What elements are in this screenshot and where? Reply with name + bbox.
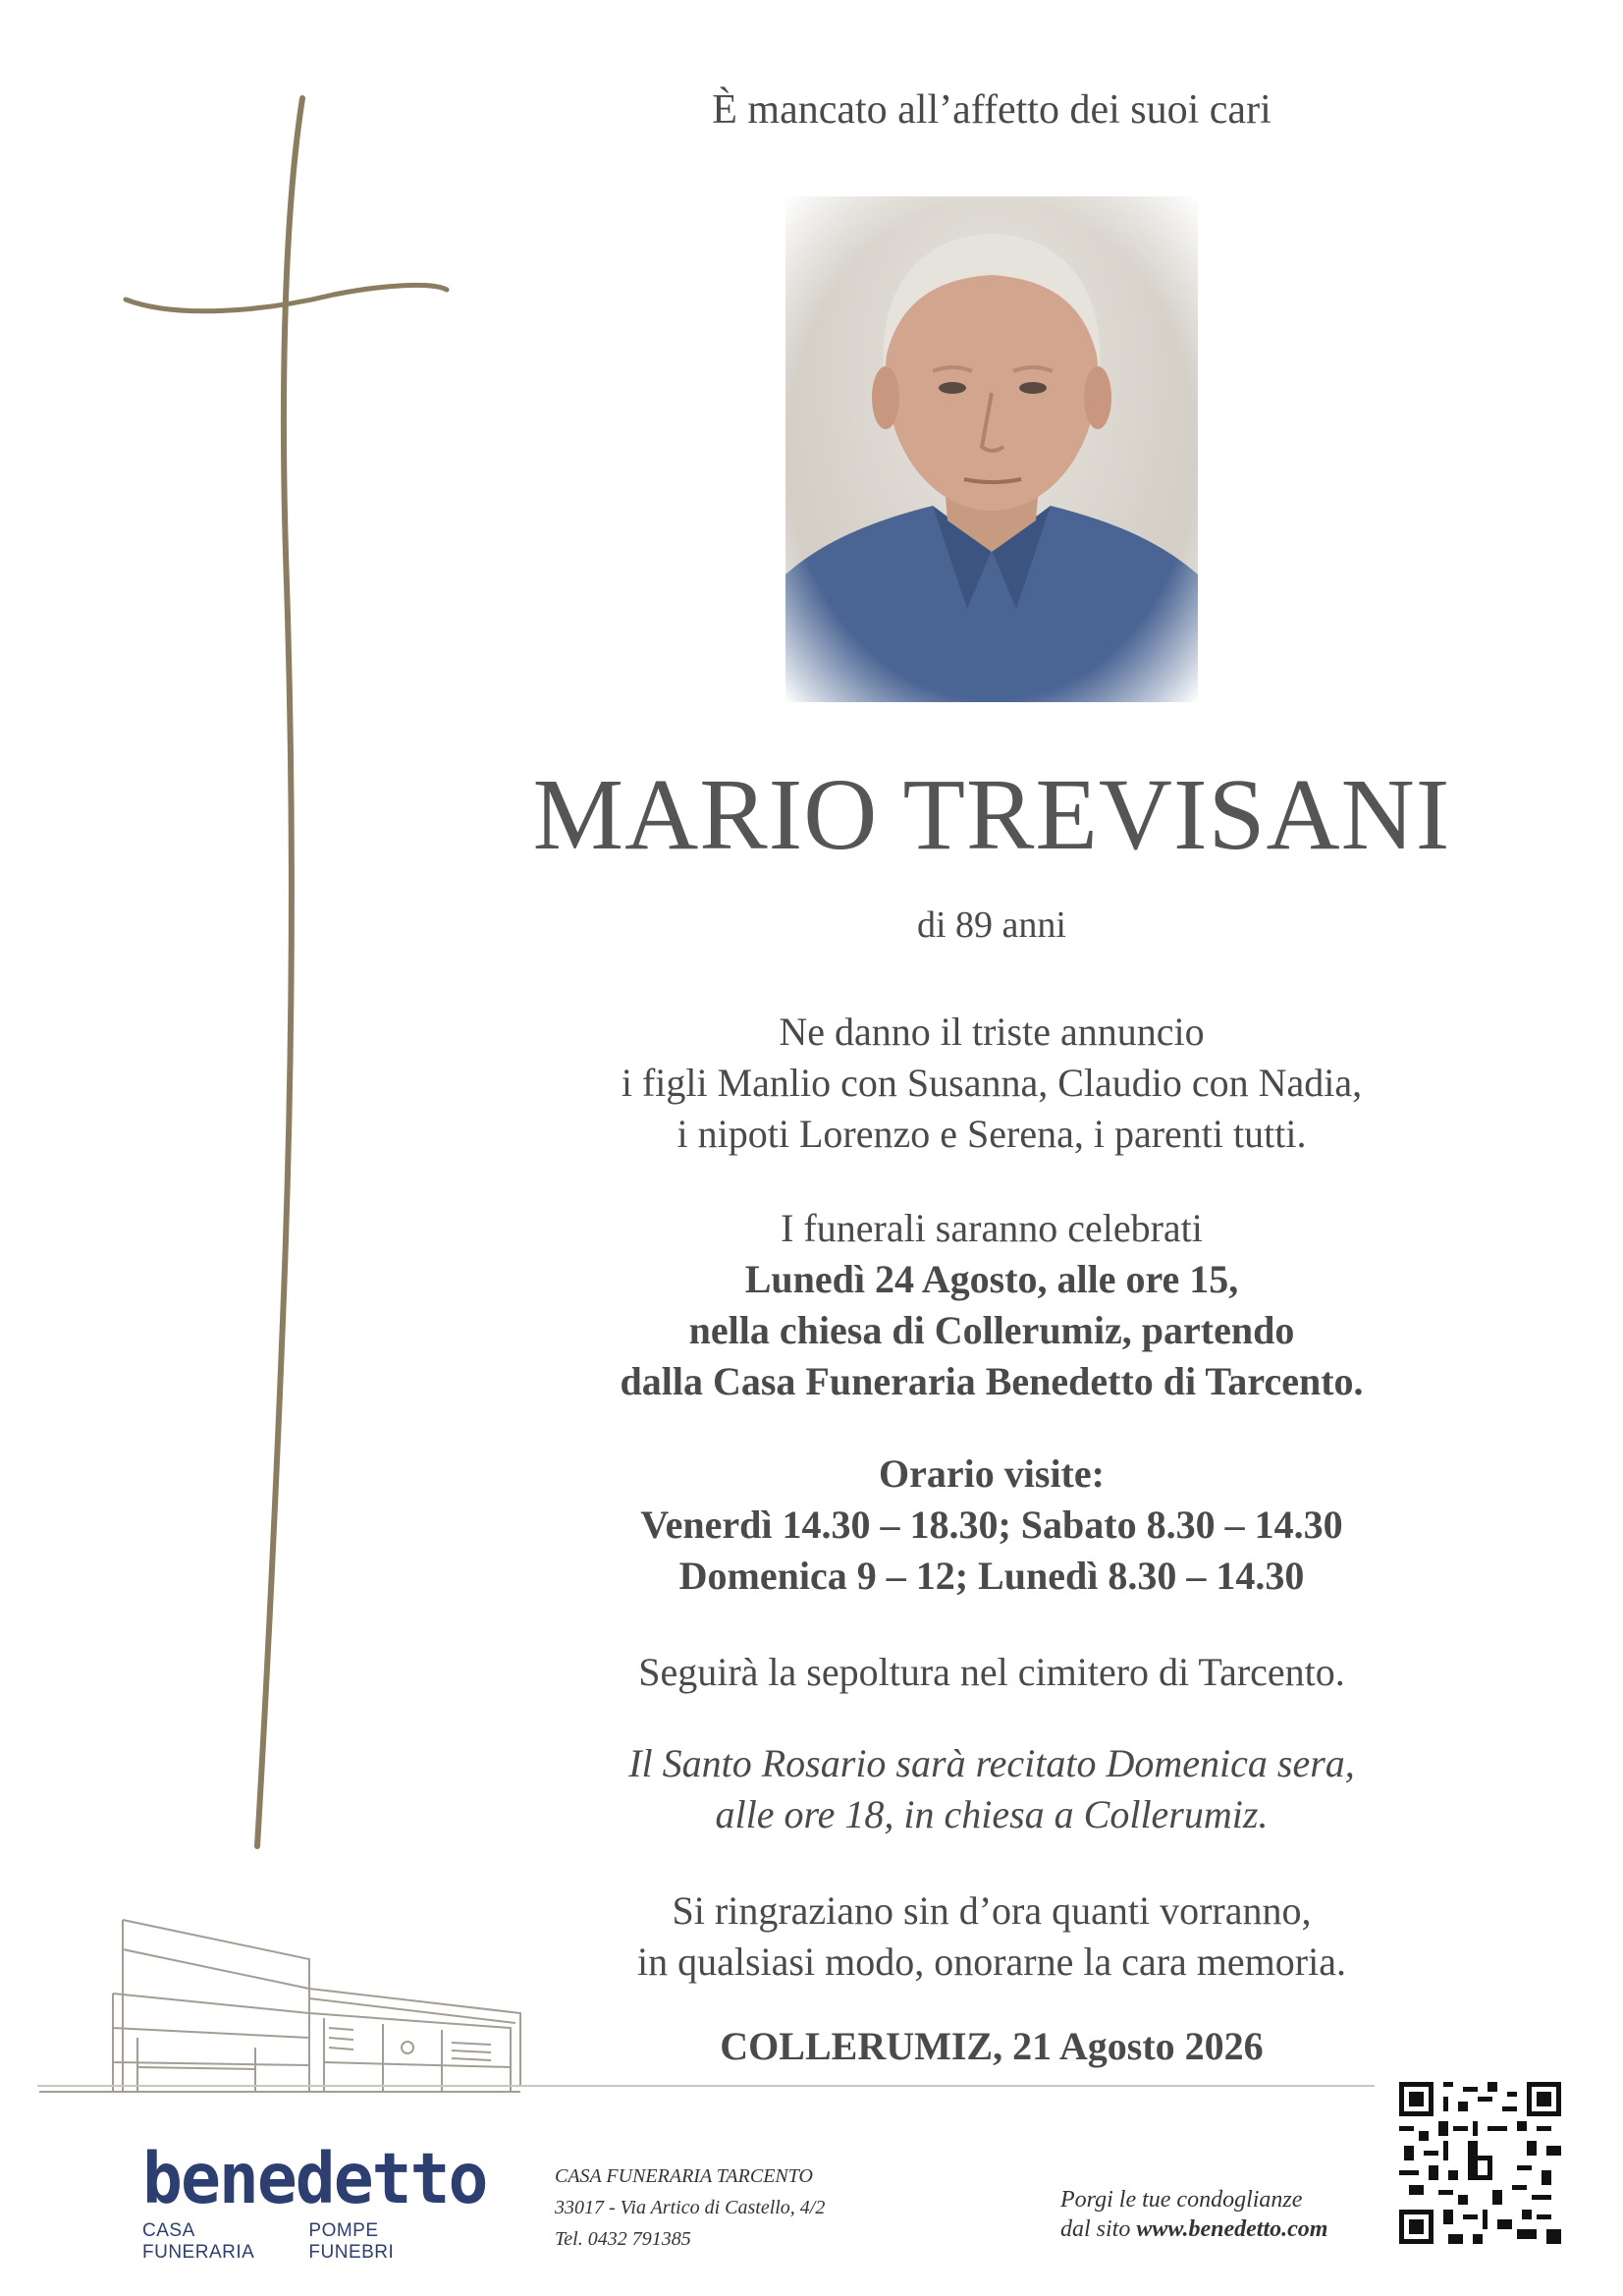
- thanks-line: Si ringraziano sin d’ora quanti vorranno,: [672, 1888, 1312, 1933]
- funeral-intro: I funerali saranno celebrati: [781, 1206, 1203, 1250]
- qr-code-icon[interactable]: [1399, 2082, 1561, 2244]
- funeral-detail: dalla Casa Funeraria Benedetto di Tarcento.: [620, 1359, 1364, 1403]
- building-illustration-icon: [29, 1890, 530, 2102]
- address-line: 33017 - Via Artico di Castello, 4/2: [555, 2197, 826, 2218]
- condolence-prefix: dal sito: [1060, 2216, 1137, 2242]
- logo-wordmark: benedetto: [142, 2139, 487, 2220]
- visits-block: [491, 1449, 1492, 1602]
- cross-icon: [118, 93, 471, 1851]
- funeral-block: [491, 1203, 1492, 1407]
- announcement-line: i nipoti Lorenzo e Serena, i parenti tutti.: [676, 1112, 1307, 1156]
- funeral-detail: Lunedì 24 Agosto, alle ore 15,: [744, 1257, 1239, 1301]
- thanks-block: [491, 1886, 1492, 1988]
- visits-title: Orario visite:: [879, 1451, 1105, 1496]
- visits-line: Domenica 9 – 12; Lunedì 8.30 – 14.30: [678, 1554, 1305, 1598]
- announcement-block: [491, 1007, 1492, 1160]
- age-text: di 89 anni: [917, 904, 1066, 946]
- rosary-line: Il Santo Rosario sarà recitato Domenica sera,: [628, 1741, 1355, 1785]
- condolence-line: Porgi le tue condoglianze: [1060, 2187, 1303, 2213]
- logo-sub-right: POMPE FUNEBRI: [308, 2220, 395, 2263]
- address-block: [555, 2160, 825, 2255]
- intro-text: È mancato all’affetto dei suoi cari: [712, 87, 1271, 133]
- footer-divider: [37, 2085, 1375, 2087]
- rosary-line: alle ore 18, in chiesa a Collerumiz.: [715, 1792, 1269, 1836]
- address-line: Tel. 0432 791385: [555, 2228, 691, 2250]
- burial-text: Seguirà la sepoltura nel cimitero di Tarcento.: [638, 1650, 1345, 1694]
- thanks-line: in qualsiasi modo, onorarne la cara memoria.: [637, 1940, 1346, 1984]
- announcement-line: i figli Manlio con Susanna, Claudio con Nadia,: [621, 1061, 1363, 1105]
- funeral-detail: nella chiesa di Collerumiz, partendo: [688, 1308, 1295, 1352]
- announcement-line: Ne danno il triste annuncio: [779, 1010, 1205, 1054]
- logo-subtitle: [142, 2220, 466, 2264]
- rosary-block: [491, 1738, 1492, 1840]
- visits-line: Venerdì 14.30 – 18.30; Sabato 8.30 – 14.30: [640, 1503, 1343, 1547]
- condolence-line: [1060, 2214, 1327, 2244]
- portrait-photo: [785, 196, 1198, 702]
- deceased-name: MARIO TREVISANI: [532, 758, 1451, 871]
- brand-logo: [142, 2139, 487, 2264]
- logo-sub-left: CASA FUNERARIA: [142, 2220, 255, 2263]
- address-line: CASA FUNERARIA TARCENTO: [555, 2165, 813, 2187]
- place-date: COLLERUMIZ, 21 Agosto 2026: [720, 2024, 1264, 2068]
- website-link[interactable]: www.benedetto.com: [1136, 2216, 1328, 2242]
- condolence-block: [1060, 2185, 1327, 2244]
